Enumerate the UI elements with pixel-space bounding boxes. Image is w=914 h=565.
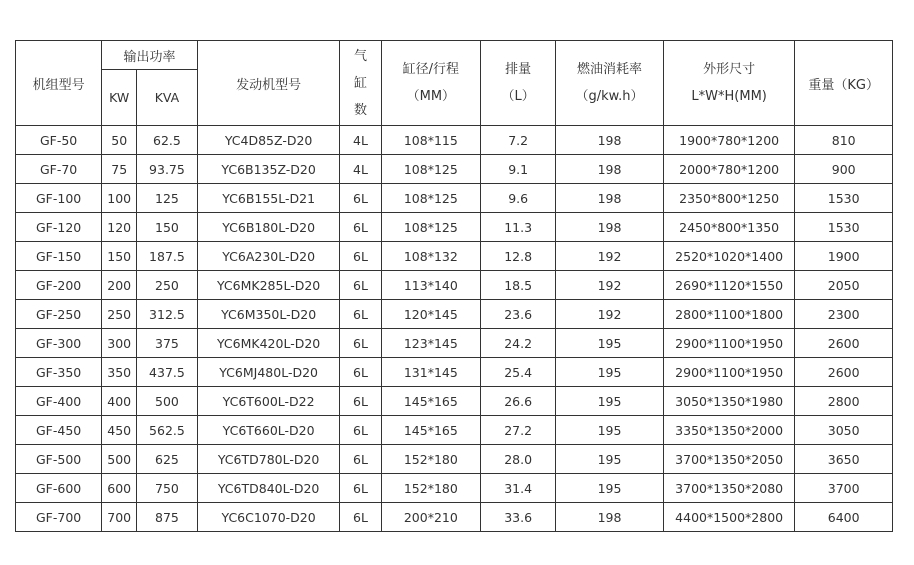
cell-kva: 187.5 (137, 242, 198, 271)
cell-bore: 120*145 (381, 300, 481, 329)
table-body (16, 126, 893, 532)
cell-kw: 600 (102, 474, 137, 503)
header-bore-stroke-unit: （MM） (406, 89, 456, 104)
cell-engine: YC6TD840L-D20 (197, 474, 340, 503)
cell-engine: YC6MK420L-D20 (197, 329, 340, 358)
table-row (16, 242, 893, 271)
cell-model: GF-200 (16, 271, 102, 300)
cell-kw: 400 (102, 387, 137, 416)
cell-kva: 562.5 (137, 416, 198, 445)
cell-model: GF-450 (16, 416, 102, 445)
cell-model: GF-600 (16, 474, 102, 503)
cell-kw: 75 (102, 155, 137, 184)
header-cylinders (340, 41, 381, 126)
cell-disp: 18.5 (481, 271, 556, 300)
cell-cyl: 4L (340, 155, 381, 184)
cell-model: GF-350 (16, 358, 102, 387)
cell-bore: 145*165 (381, 387, 481, 416)
cell-weight: 3650 (795, 445, 893, 474)
cell-dims: 2350*800*1250 (663, 184, 794, 213)
cell-bore: 108*125 (381, 184, 481, 213)
cell-bore: 108*125 (381, 213, 481, 242)
cell-cyl: 6L (340, 300, 381, 329)
cell-dims: 2690*1120*1550 (663, 271, 794, 300)
cell-kva: 750 (137, 474, 198, 503)
table-row (16, 387, 893, 416)
header-cylinders-char: 缸 (354, 75, 368, 91)
cell-engine: YC6C1070-D20 (197, 503, 340, 532)
cell-weight: 810 (795, 126, 893, 155)
cell-disp: 9.1 (481, 155, 556, 184)
header-dimensions-unit: L*W*H(MM) (691, 89, 767, 104)
cell-disp: 7.2 (481, 126, 556, 155)
table-row (16, 445, 893, 474)
cell-weight: 2800 (795, 387, 893, 416)
cell-kw: 300 (102, 329, 137, 358)
cell-engine: YC4D85Z-D20 (197, 126, 340, 155)
cell-fuel: 195 (556, 416, 664, 445)
header-displacement-label: 排量 (505, 62, 532, 77)
header-fuel (556, 41, 664, 126)
cell-model: GF-250 (16, 300, 102, 329)
cell-fuel: 192 (556, 271, 664, 300)
cell-kva: 312.5 (137, 300, 198, 329)
cell-kw: 700 (102, 503, 137, 532)
cell-cyl: 6L (340, 213, 381, 242)
cell-disp: 33.6 (481, 503, 556, 532)
cell-kw: 100 (102, 184, 137, 213)
cell-fuel: 198 (556, 184, 664, 213)
cell-cyl: 6L (340, 387, 381, 416)
cell-fuel: 195 (556, 474, 664, 503)
cell-dims: 4400*1500*2800 (663, 503, 794, 532)
table-row (16, 416, 893, 445)
cell-disp: 25.4 (481, 358, 556, 387)
cell-weight: 6400 (795, 503, 893, 532)
header-output-power: 输出功率 (102, 41, 198, 70)
cell-bore: 152*180 (381, 474, 481, 503)
table-row (16, 300, 893, 329)
header-displacement-unit: （L） (501, 89, 535, 104)
cell-cyl: 6L (340, 503, 381, 532)
cell-cyl: 6L (340, 242, 381, 271)
cell-kva: 150 (137, 213, 198, 242)
cell-cyl: 6L (340, 445, 381, 474)
cell-engine: YC6TD780L-D20 (197, 445, 340, 474)
cell-fuel: 195 (556, 445, 664, 474)
cell-bore: 108*132 (381, 242, 481, 271)
cell-dims: 2800*1100*1800 (663, 300, 794, 329)
cell-engine: YC6B135Z-D20 (197, 155, 340, 184)
cell-dims: 2900*1100*1950 (663, 358, 794, 387)
header-model: 机组型号 (16, 41, 102, 126)
cell-kw: 250 (102, 300, 137, 329)
cell-engine: YC6M350L-D20 (197, 300, 340, 329)
cell-weight: 1530 (795, 213, 893, 242)
cell-dims: 3700*1350*2080 (663, 474, 794, 503)
cell-fuel: 198 (556, 155, 664, 184)
header-kw: KW (102, 70, 137, 126)
cell-dims: 2900*1100*1950 (663, 329, 794, 358)
cell-disp: 9.6 (481, 184, 556, 213)
header-weight: 重量（KG） (795, 41, 893, 126)
cell-disp: 26.6 (481, 387, 556, 416)
table-row (16, 329, 893, 358)
header-bore-stroke (381, 41, 481, 126)
cell-cyl: 4L (340, 126, 381, 155)
table-row (16, 503, 893, 532)
cell-fuel: 198 (556, 213, 664, 242)
table-row (16, 126, 893, 155)
cell-dims: 2450*800*1350 (663, 213, 794, 242)
cell-engine: YC6B180L-D20 (197, 213, 340, 242)
cell-kw: 200 (102, 271, 137, 300)
cell-disp: 24.2 (481, 329, 556, 358)
cell-model: GF-50 (16, 126, 102, 155)
cell-kva: 93.75 (137, 155, 198, 184)
generator-spec-table (15, 40, 893, 532)
header-displacement (481, 41, 556, 126)
cell-bore: 200*210 (381, 503, 481, 532)
cell-cyl: 6L (340, 329, 381, 358)
cell-model: GF-70 (16, 155, 102, 184)
cell-weight: 3050 (795, 416, 893, 445)
cell-bore: 123*145 (381, 329, 481, 358)
cell-kva: 875 (137, 503, 198, 532)
cell-disp: 31.4 (481, 474, 556, 503)
cell-fuel: 195 (556, 358, 664, 387)
cell-model: GF-300 (16, 329, 102, 358)
cell-kw: 50 (102, 126, 137, 155)
cell-bore: 113*140 (381, 271, 481, 300)
cell-dims: 3700*1350*2050 (663, 445, 794, 474)
cell-disp: 11.3 (481, 213, 556, 242)
cell-weight: 1530 (795, 184, 893, 213)
cell-engine: YC6B155L-D21 (197, 184, 340, 213)
cell-fuel: 195 (556, 387, 664, 416)
table-row (16, 155, 893, 184)
cell-bore: 108*115 (381, 126, 481, 155)
cell-kva: 250 (137, 271, 198, 300)
table-row (16, 184, 893, 213)
cell-cyl: 6L (340, 358, 381, 387)
cell-kw: 150 (102, 242, 137, 271)
cell-engine: YC6MJ480L-D20 (197, 358, 340, 387)
cell-fuel: 195 (556, 329, 664, 358)
cell-dims: 2520*1020*1400 (663, 242, 794, 271)
cell-kva: 437.5 (137, 358, 198, 387)
cell-disp: 23.6 (481, 300, 556, 329)
cell-dims: 2000*780*1200 (663, 155, 794, 184)
cell-engine: YC6T600L-D22 (197, 387, 340, 416)
cell-model: GF-120 (16, 213, 102, 242)
cell-cyl: 6L (340, 184, 381, 213)
cell-dims: 1900*780*1200 (663, 126, 794, 155)
cell-weight: 3700 (795, 474, 893, 503)
cell-bore: 145*165 (381, 416, 481, 445)
header-bore-stroke-label: 缸径/行程 (402, 62, 460, 77)
cell-kw: 120 (102, 213, 137, 242)
cell-kva: 62.5 (137, 126, 198, 155)
table-row (16, 271, 893, 300)
cell-model: GF-700 (16, 503, 102, 532)
cell-cyl: 6L (340, 416, 381, 445)
cell-bore: 108*125 (381, 155, 481, 184)
header-engine: 发动机型号 (197, 41, 340, 126)
header-dimensions-label: 外形尺寸 (703, 62, 756, 77)
cell-cyl: 6L (340, 474, 381, 503)
cell-model: GF-400 (16, 387, 102, 416)
cell-engine: YC6MK285L-D20 (197, 271, 340, 300)
cell-model: GF-100 (16, 184, 102, 213)
cell-kva: 375 (137, 329, 198, 358)
cell-dims: 3350*1350*2000 (663, 416, 794, 445)
cell-cyl: 6L (340, 271, 381, 300)
header-fuel-label: 燃油消耗率 (577, 62, 643, 77)
header-cylinders-char: 气 (354, 48, 368, 64)
cell-engine: YC6T660L-D20 (197, 416, 340, 445)
cell-fuel: 198 (556, 503, 664, 532)
cell-model: GF-500 (16, 445, 102, 474)
cell-bore: 131*145 (381, 358, 481, 387)
cell-kva: 625 (137, 445, 198, 474)
cell-weight: 2600 (795, 329, 893, 358)
cell-weight: 1900 (795, 242, 893, 271)
cell-weight: 900 (795, 155, 893, 184)
header-kva: KVA (137, 70, 198, 126)
cell-disp: 28.0 (481, 445, 556, 474)
cell-kw: 500 (102, 445, 137, 474)
header-cylinders-char: 数 (354, 102, 368, 118)
header-dimensions (663, 41, 794, 126)
cell-fuel: 192 (556, 242, 664, 271)
table-row (16, 213, 893, 242)
cell-kw: 450 (102, 416, 137, 445)
cell-kw: 350 (102, 358, 137, 387)
cell-dims: 3050*1350*1980 (663, 387, 794, 416)
table-row (16, 474, 893, 503)
cell-kva: 125 (137, 184, 198, 213)
cell-engine: YC6A230L-D20 (197, 242, 340, 271)
table-row (16, 358, 893, 387)
cell-weight: 2300 (795, 300, 893, 329)
header-fuel-unit: （g/kw.h） (575, 89, 644, 104)
cell-kva: 500 (137, 387, 198, 416)
cell-weight: 2050 (795, 271, 893, 300)
cell-weight: 2600 (795, 358, 893, 387)
cell-fuel: 198 (556, 126, 664, 155)
cell-fuel: 192 (556, 300, 664, 329)
cell-disp: 12.8 (481, 242, 556, 271)
cell-bore: 152*180 (381, 445, 481, 474)
cell-disp: 27.2 (481, 416, 556, 445)
cell-model: GF-150 (16, 242, 102, 271)
